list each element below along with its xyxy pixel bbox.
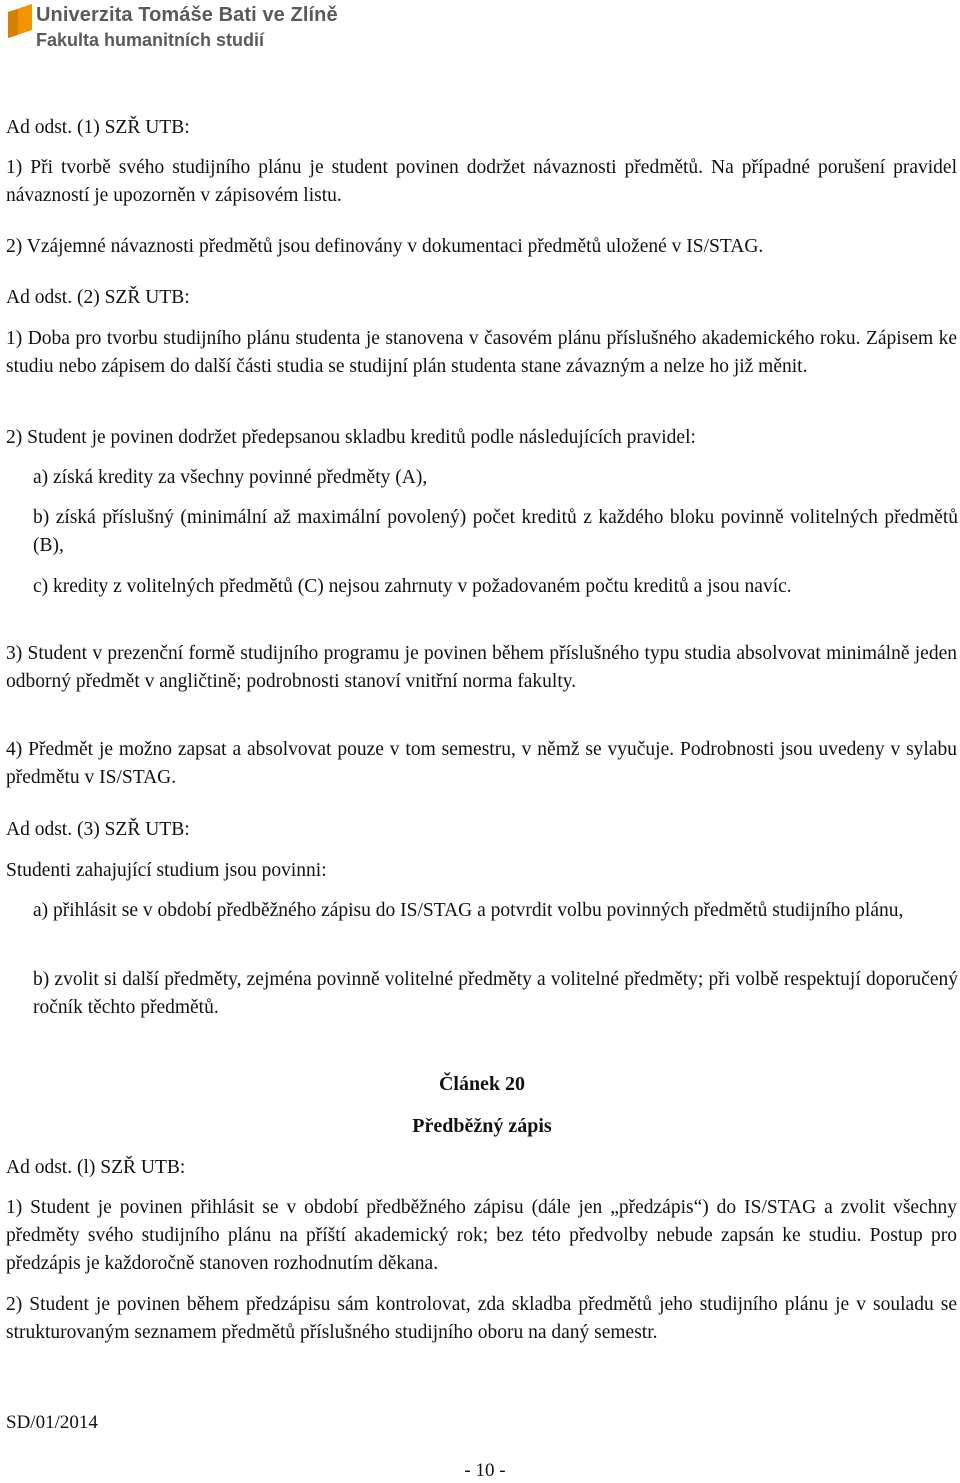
list-item: b) zvolit si další předměty, zejména povinně volitelné předměty a volitelné předměty; při volbě respektují doporučený ročník těchto předmětů. (33, 969, 958, 1018)
paragraph: 1) Doba pro tvorbu studijního plánu studenta je stanovena v časovém plánu příslušného akademického roku. Zápisem ke studiu nebo zápisem do další části studia se studijní plán studenta stane závazným a nelze ho již měnit. (6, 328, 957, 377)
faculty-name: Fakulta humanitních studií (36, 30, 265, 50)
paragraph: 1) Student je povinen přihlásit se v období předběžného zápisu (dále jen „předzápis“) do IS/STAG a zvolit všechny předměty svého studijního plánu na příští akademický rok; bez této předvolby nebude zapsán ke studiu. Postup pro předzápis je každoročně stanoven rozhodnutím děkana. (6, 1197, 957, 1274)
list-item: b) získá příslušný (minimální až maximální povolený) počet kreditů z každého bloku povinně volitelných předmětů (B), (33, 507, 958, 556)
list-item: a) získá kredity za všechny povinné předměty (A), (33, 467, 428, 488)
paragraph: 2) Student je povinen během předzápisu sám kontrolovat, zda skladba předmětů jeho studijního plánu je v souladu se strukturovaným seznamem předmětů příslušného studijního oboru na daný semestr. (6, 1294, 957, 1343)
paragraph: 2) Student je povinen dodržet předepsanou skladbu kreditů podle následujících pravidel: (6, 427, 696, 448)
section-heading-3: Ad odst. (3) SZŘ UTB: (6, 819, 190, 840)
document-header (0, 0, 960, 70)
list-item: c) kredity z volitelných předmětů (C) nejsou zahrnuty v požadovaném počtu kreditů a jsou navíc. (33, 576, 792, 597)
paragraph: 3) Student v prezenční formě studijního programu je povinen během příslušného typu studia absolvovat minimálně jeden odborný předmět v angličtině; podrobnosti stanoví vnitřní norma fakulty. (6, 643, 957, 692)
paragraph: 1) Při tvorbě svého studijního plánu je student povinen dodržet návaznosti předmětů. Na případné porušení pravidel návazností je upozorněn v zápisovém listu. (6, 157, 957, 206)
section-heading-2: Ad odst. (2) SZŘ UTB: (6, 287, 190, 308)
paragraph: 2) Vzájemné návaznosti předmětů jsou definovány v dokumentaci předmětů uložené v IS/STAG. (6, 236, 764, 257)
document-code: SD/01/2014 (6, 1412, 98, 1433)
list-item: a) přihlásit se v období předběžného zápisu do IS/STAG a potvrdit volbu povinných předmětů studijního plánu, (33, 900, 904, 921)
paragraph: 4) Předmět je možno zapsat a absolvovat pouze v tom semestru, v němž se vyučuje. Podrobnosti jsou uvedeny v sylabu předmětu v IS/STAG. (6, 739, 957, 788)
university-logo-icon (8, 4, 32, 38)
article-title: Předběžný zápis (412, 1115, 552, 1137)
paragraph: Studenti zahajující studium jsou povinni: (6, 860, 327, 881)
section-heading-4: Ad odst. (l) SZŘ UTB: (6, 1157, 186, 1178)
university-name: Univerzita Tomáše Bati ve Zlíně (36, 4, 338, 26)
section-heading-1: Ad odst. (1) SZŘ UTB: (6, 117, 190, 138)
page-number: - 10 - (464, 1460, 506, 1481)
article-number: Článek 20 (438, 1073, 526, 1095)
